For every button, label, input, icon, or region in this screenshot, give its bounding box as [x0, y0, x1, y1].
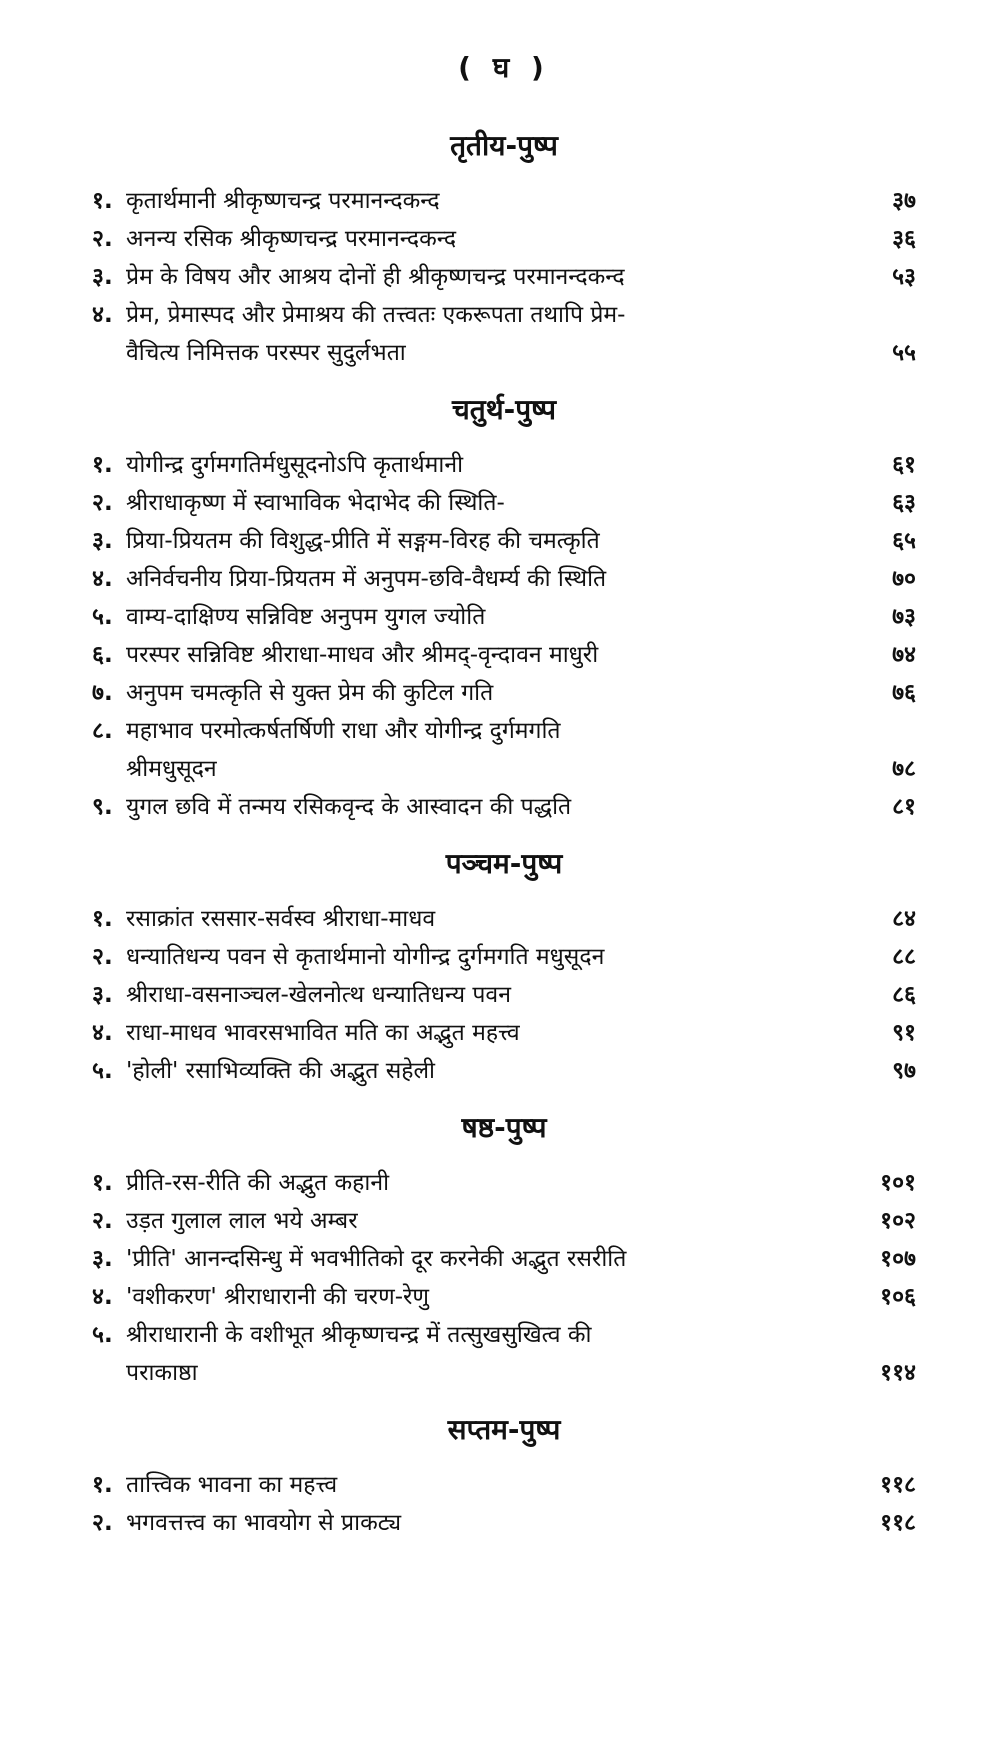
- toc-entry-page-number: ९१: [892, 1020, 916, 1046]
- toc-entry-text: [92, 220, 852, 258]
- toc-entry-page-number: ६३: [892, 490, 916, 516]
- toc-list: [92, 1466, 916, 1542]
- toc-entry-number: ९.: [92, 794, 113, 820]
- toc-entry-page-number: ८६: [892, 982, 916, 1008]
- toc-entry-number: ४.: [92, 1020, 113, 1046]
- toc-entry-number: ५.: [92, 1058, 113, 1084]
- toc-entry-title: महाभाव परमोत्कर्षतर्षिणी राधा और योगीन्द्र दुर्गमगति: [126, 718, 561, 744]
- toc-entry-title: प्रेम, प्रेमास्पद और प्रेमाश्रय की तत्त्वतः एकरूपता तथापि प्रेम-: [126, 302, 626, 328]
- toc-entry-title: अनन्य रसिक श्रीकृष्णचन्द्र परमानन्दकन्द: [126, 226, 457, 252]
- toc-entry-page-number: ७६: [892, 680, 916, 706]
- toc-entry-title: प्रीति-रस-रीति की अद्भुत कहानी: [126, 1170, 390, 1196]
- toc-entry-page-number: ८४: [892, 906, 916, 932]
- toc-entry-number: ३.: [92, 982, 113, 1008]
- toc-entry-number: २.: [92, 944, 113, 970]
- toc-entry-continuation: पराकाष्ठा: [126, 1360, 198, 1386]
- toc-entry-page-number: १०२: [880, 1208, 916, 1234]
- toc-entry-text: [92, 446, 852, 484]
- toc-entry: [92, 1278, 916, 1316]
- page-marker: ( घ ): [458, 51, 550, 84]
- toc-entry-title: धन्यातिधन्य पवन से कृतार्थमानो योगीन्द्र दुर्गमगति मधुसूदन: [126, 944, 605, 970]
- toc-entry: [92, 296, 916, 372]
- toc-entry: [92, 182, 916, 220]
- toc-entry-title: श्रीराधारानी के वशीभूत श्रीकृष्णचन्द्र में तत्सुखसुखित्व की: [126, 1322, 592, 1348]
- toc-entry-number: ८.: [92, 718, 113, 744]
- toc-entry-page-number: १०७: [880, 1246, 916, 1272]
- toc-entry-number: २.: [92, 226, 113, 252]
- toc-entry-page-number: ८१: [892, 794, 916, 820]
- toc-entry-text: [92, 598, 852, 636]
- toc-entry-page-number: ९७: [892, 1058, 916, 1084]
- toc-entry-text: [92, 1164, 852, 1202]
- toc-entry-text: [92, 1504, 852, 1542]
- toc-entry-number: ३.: [92, 264, 113, 290]
- toc-entry-continuation: वैचित्य निमित्तक परस्पर सुदुर्लभता: [126, 340, 406, 366]
- toc-entry: [92, 938, 916, 976]
- toc-list: [92, 446, 916, 826]
- toc-entry-text: [92, 182, 852, 220]
- toc-entry-title: भगवत्तत्त्व का भावयोग से प्राकट्य: [126, 1510, 402, 1536]
- toc-entry-title: 'वशीकरण' श्रीराधारानी की चरण-रेणु: [126, 1284, 430, 1310]
- toc-entry: [92, 598, 916, 636]
- toc-entry-number: ५.: [92, 1322, 113, 1348]
- toc-entry-title: युगल छवि में तन्मय रसिकवृन्द के आस्वादन की पद्धति: [126, 794, 572, 820]
- toc-entry: [92, 484, 916, 522]
- toc-entry-page-number: १०१: [880, 1170, 916, 1196]
- toc-entry-title: राधा-माधव भावरसभावित मति का अद्भुत महत्त्व: [126, 1020, 520, 1046]
- toc-entry-number: ३.: [92, 528, 113, 554]
- toc-entry-continuation: श्रीमधुसूदन: [126, 756, 217, 782]
- toc-entry-title: कृतार्थमानी श्रीकृष्णचन्द्र परमानन्दकन्द: [126, 188, 440, 214]
- toc-entry: [92, 712, 916, 788]
- toc-entry-text: [92, 522, 852, 560]
- toc-entry-number: ४.: [92, 302, 113, 328]
- toc-entry-title: श्रीराधा-वसनाञ्चल-खेलनोत्थ धन्यातिधन्य पवन: [126, 982, 511, 1008]
- toc-entry-title: उड़त गुलाल लाल भये अम्बर: [126, 1208, 358, 1234]
- toc-entry-page-number: १०६: [880, 1284, 916, 1310]
- toc-entry-number: ४.: [92, 1284, 113, 1310]
- section-title: सप्तम-पुष्प: [447, 1413, 561, 1446]
- toc-entry: [92, 446, 916, 484]
- toc-entry: [92, 636, 916, 674]
- toc-entry-text: [92, 258, 852, 296]
- toc-entry-number: २.: [92, 1510, 113, 1536]
- toc-list: [92, 182, 916, 372]
- toc-entry: [92, 788, 916, 826]
- toc-entry-page-number: ६१: [892, 452, 916, 478]
- section-title: षष्ठ-पुष्प: [461, 1111, 547, 1144]
- toc-entry-text: [92, 1202, 852, 1240]
- toc-entry-page-number: ५३: [892, 264, 916, 290]
- toc-entry-text: [92, 1316, 852, 1392]
- toc-entry-text: [92, 1466, 852, 1504]
- toc-entry: [92, 560, 916, 598]
- toc-entry-number: १.: [92, 188, 113, 214]
- toc-entry-text: [92, 636, 852, 674]
- toc-list: [92, 900, 916, 1090]
- toc-entry-page-number: ७०: [892, 566, 916, 592]
- toc-entry-text: [92, 788, 852, 826]
- section-title: चतुर्थ-पुष्प: [451, 393, 557, 426]
- toc-entry-number: ४.: [92, 566, 113, 592]
- toc-entry-text: [92, 1240, 852, 1278]
- toc-entry: [92, 1202, 916, 1240]
- toc-entry-number: २.: [92, 1208, 113, 1234]
- toc-entry: [92, 220, 916, 258]
- section-title: तृतीय-पुष्प: [450, 129, 558, 162]
- toc-entry-page-number: ३६: [892, 226, 916, 252]
- toc-entry-text: [92, 560, 852, 598]
- toc-entry-text: [92, 1014, 852, 1052]
- toc-entry: [92, 1504, 916, 1542]
- toc-entry: [92, 1240, 916, 1278]
- toc-entry-title: योगीन्द्र दुर्गमगतिर्मधुसूदनोऽपि कृतार्थमानी: [126, 452, 464, 478]
- toc-entry-text: [92, 674, 852, 712]
- toc-entry-text: [92, 484, 852, 522]
- toc-entry-number: १.: [92, 1472, 113, 1498]
- toc-entry-text: [92, 1052, 852, 1090]
- toc-entry: [92, 674, 916, 712]
- toc-entry: [92, 1052, 916, 1090]
- toc-entry-page-number: ११४: [880, 1360, 916, 1386]
- toc-entry-title: रसाक्रांत रससार-सर्वस्व श्रीराधा-माधव: [126, 906, 436, 932]
- toc-entry-title: परस्पर सन्निविष्ट श्रीराधा-माधव और श्रीमद्-वृन्दावन माधुरी: [126, 642, 599, 668]
- toc-entry-page-number: ८८: [892, 944, 916, 970]
- toc-entry-title: 'प्रीति' आनन्दसिन्धु में भवभीतिको दूर करनेकी अद्भुत रसरीति: [126, 1246, 627, 1272]
- toc-entry-page-number: ७४: [892, 642, 916, 668]
- toc-entry-page-number: ७८: [892, 756, 916, 782]
- toc-entry: [92, 1164, 916, 1202]
- toc-entry-number: ६.: [92, 642, 113, 668]
- toc-entry-number: १.: [92, 452, 113, 478]
- toc-entry-page-number: ५५: [892, 340, 916, 366]
- toc-entry-page-number: ७३: [892, 604, 916, 630]
- toc-entry-title: अनिर्वचनीय प्रिया-प्रियतम में अनुपम-छवि-वैधर्म्य की स्थिति: [126, 566, 607, 592]
- toc-entry-page-number: ३७: [892, 188, 916, 214]
- toc-entry-number: ३.: [92, 1246, 113, 1272]
- toc-entry-text: [92, 938, 852, 976]
- toc-entry: [92, 976, 916, 1014]
- toc-entry-page-number: ११८: [880, 1510, 916, 1536]
- toc-entry-text: [92, 296, 852, 372]
- toc-entry-text: [92, 712, 852, 788]
- toc-entry: [92, 1466, 916, 1504]
- toc-entry-number: २.: [92, 490, 113, 516]
- toc-entry-title: तात्त्विक भावना का महत्त्व: [126, 1472, 338, 1498]
- toc-entry-title: प्रेम के विषय और आश्रय दोनों ही श्रीकृष्णचन्द्र परमानन्दकन्द: [126, 264, 625, 290]
- toc-entry: [92, 1014, 916, 1052]
- toc-entry: [92, 1316, 916, 1392]
- toc-entry: [92, 900, 916, 938]
- toc-entry-text: [92, 976, 852, 1014]
- toc-entry-title: श्रीराधाकृष्ण में स्वाभाविक भेदाभेद की स्थिति-: [126, 490, 505, 516]
- toc-entry-title: प्रिया-प्रियतम की विशुद्ध-प्रीति में सङ्गम-विरह की चमत्कृति: [126, 528, 600, 554]
- toc-entry-number: ५.: [92, 604, 113, 630]
- toc-entry: [92, 258, 916, 296]
- toc-entry-title: अनुपम चमत्कृति से युक्त प्रेम की कुटिल गति: [126, 680, 494, 706]
- toc-entry-number: ७.: [92, 680, 113, 706]
- toc-entry-page-number: ११८: [880, 1472, 916, 1498]
- toc-entry-title: वाम्य-दाक्षिण्य सन्निविष्ट अनुपम युगल ज्योति: [126, 604, 486, 630]
- toc-entry: [92, 522, 916, 560]
- toc-entry-text: [92, 1278, 852, 1316]
- toc-entry-number: १.: [92, 1170, 113, 1196]
- toc-list: [92, 1164, 916, 1392]
- toc-sections: [92, 126, 916, 1542]
- toc-entry-title: 'होली' रसाभिव्यक्ति की अद्भुत सहेली: [126, 1058, 436, 1084]
- toc-entry-number: १.: [92, 906, 113, 932]
- section-title: पञ्चम-पुष्प: [445, 847, 563, 880]
- toc-entry-text: [92, 900, 852, 938]
- toc-entry-page-number: ६५: [892, 528, 916, 554]
